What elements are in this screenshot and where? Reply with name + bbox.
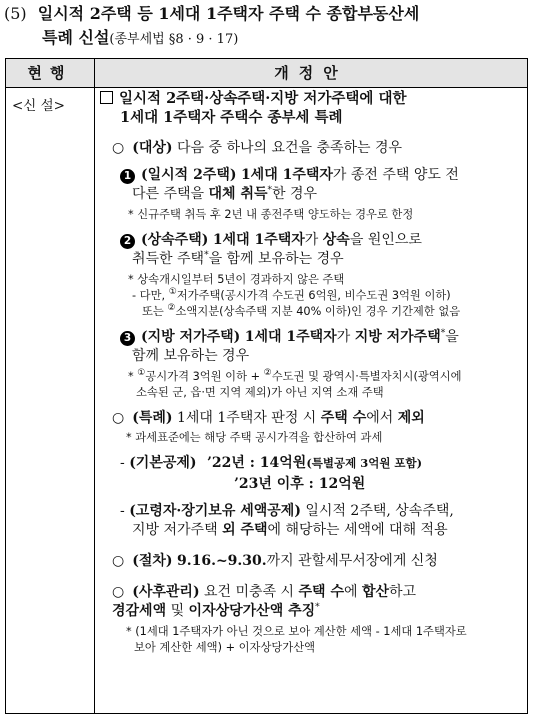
column-divider bbox=[94, 87, 95, 713]
elderly-line2: 지방 저가주택 외 주택에 해당하는 세액에 대해 적용 bbox=[132, 522, 448, 538]
section-title bbox=[4, 2, 532, 52]
checkbox-square-icon bbox=[100, 91, 113, 104]
section-number: (5) bbox=[4, 4, 27, 23]
revision-heading: 일시적 2주택·상속주택·지방 저가주택에 대한 bbox=[100, 89, 521, 108]
revision-heading-line2: 1세대 1주택자 주택수 종부세 특례 bbox=[120, 109, 343, 126]
item3-line2: 함께 보유하는 경우 bbox=[132, 348, 250, 364]
basic-deduction-line1: - (기본공제) ’22년 : 14억원(특별공제 3억원 포함) bbox=[120, 455, 423, 471]
post-management-line2: 경감세액 및 이자상당가산액 추징* bbox=[112, 602, 320, 619]
item2-note3: 또는 ②소액지분(상속주택 지분 40% 이하)인 경우 기간제한 없음 bbox=[142, 303, 461, 318]
procedure-line: ○ (절차) 9.16.~9.30.까지 관할세무서장에게 신청 bbox=[112, 553, 438, 569]
header-revision: 개정안 bbox=[274, 64, 348, 82]
elderly-line1: - (고령자·장기보유 세액공제) 일시적 2주택, 상속주택, bbox=[120, 503, 454, 519]
current-text: <신 설> bbox=[12, 98, 65, 114]
circle-bullet-icon: ○ bbox=[112, 410, 125, 426]
number-three-icon: 3 bbox=[120, 331, 135, 346]
post-note1: * (1세대 1주택자가 아닌 것으로 보아 계산한 세액 - 1세대 1주택자로 bbox=[126, 625, 467, 638]
item3-note2: 소속된 군, 읍·면 지역 제외)가 아닌 지역 소재 주택 bbox=[136, 386, 384, 399]
item1-note: * 신규주택 취득 후 2년 내 종전주택 양도하는 경우로 한정 bbox=[128, 208, 414, 221]
special-note: * 과세표준에는 해당 주택 공시가격을 합산하여 과세 bbox=[126, 431, 383, 444]
post-management-line1: ○ (사후관리) 요건 미충족 시 주택 수에 합산하고 bbox=[112, 584, 417, 600]
revision-content bbox=[100, 89, 521, 656]
comparison-table bbox=[5, 58, 528, 714]
title-line1: 일시적 2주택 등 1세대 1주택자 주택 수 종합부동산세 bbox=[37, 4, 420, 23]
item1-line2: 다른 주택을 대체 취득*한 경우 bbox=[132, 185, 318, 202]
post-note2: 보아 계산한 세액) + 이자상당가산액 bbox=[134, 641, 316, 654]
item2-line2: 취득한 주택*을 함께 보유하는 경우 bbox=[132, 250, 344, 267]
target-line: ○ (대상) 다음 중 하나의 요건을 충족하는 경우 bbox=[112, 140, 403, 156]
item2-note2: - 다만, ①저가주택(공시가격 수도권 6억원, 비수도권 3억원 이하) bbox=[132, 287, 451, 302]
title-ref: (종부세법 §8 · 9 · 17) bbox=[109, 32, 239, 47]
item1-line1: 1 (일시적 2주택) 1세대 1주택자가 종전 주택 양도 전 bbox=[100, 166, 521, 185]
number-two-icon: 2 bbox=[120, 234, 135, 249]
special-line: ○ (특례) 1세대 1주택자 판정 시 주택 수에서 제외 bbox=[112, 410, 425, 426]
circle-bullet-icon: ○ bbox=[112, 553, 125, 569]
circle-bullet-icon: ○ bbox=[112, 140, 125, 156]
number-one-icon: 1 bbox=[120, 169, 135, 184]
table-header bbox=[6, 59, 527, 88]
basic-deduction-line2: ’23년 이후 : 12억원 bbox=[234, 476, 366, 492]
item2-line1: 2 (상속주택) 1세대 1주택자가 상속을 원인으로 bbox=[100, 231, 521, 250]
header-current: 현행 bbox=[6, 59, 95, 87]
title-line2: 특례 신설 bbox=[42, 28, 110, 47]
item2-note1: * 상속개시일부터 5년이 경과하지 않은 주택 bbox=[128, 273, 345, 286]
item3-line1: 3 (지방 저가주택) 1세대 1주택자가 지방 저가주택*을 bbox=[100, 328, 521, 347]
circle-bullet-icon: ○ bbox=[112, 584, 125, 600]
item3-note1: * ①공시가격 3억원 이하 + ②수도권 및 광역시·특별자치시(광역시에 bbox=[128, 368, 462, 383]
